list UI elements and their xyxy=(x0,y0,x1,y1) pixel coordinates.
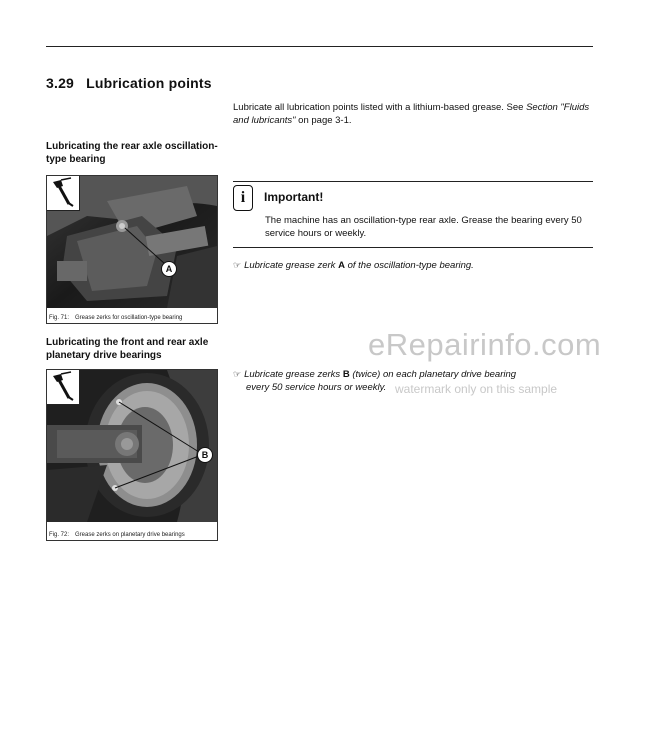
figure-72-caption xyxy=(49,532,185,538)
callout-b: B xyxy=(197,447,213,463)
heading-planetary xyxy=(46,336,208,362)
figure-72 xyxy=(46,369,218,541)
grease-gun-icon xyxy=(47,176,80,211)
instruction-a xyxy=(233,259,474,272)
important-text xyxy=(265,214,582,240)
heading-planetary-line2: planetary drive bearings xyxy=(46,350,162,361)
intro-page-ref: on page 3-1. xyxy=(295,115,352,126)
important-text-line1: The machine has an oscillation-type rear axle. Grease the bearing every 50 xyxy=(265,215,582,226)
section-number: 3.29 xyxy=(46,75,75,91)
callout-a: A xyxy=(161,261,177,277)
instruction-b-prefix: Lubricate grease zerks xyxy=(244,369,343,380)
figure-72-number: Fig. 72: xyxy=(49,532,70,538)
figure-72-caption-text: Grease zerks on planetary drive bearings xyxy=(75,532,185,538)
instruction-a-letter: A xyxy=(338,260,345,271)
important-top-rule xyxy=(233,181,593,182)
important-title: Important! xyxy=(264,190,324,204)
section-title xyxy=(46,75,212,91)
heading-rear-axle-line2: type bearing xyxy=(46,154,106,165)
grease-gun-icon xyxy=(47,370,80,405)
instruction-a-prefix: Lubricate grease zerk xyxy=(244,260,339,271)
heading-planetary-line1: Lubricating the front and rear axle xyxy=(46,337,209,348)
heading-rear-axle xyxy=(46,140,218,166)
instruction-a-suffix: of the oscillation-type bearing. xyxy=(344,260,474,271)
hand-pointer-icon: ☞ xyxy=(233,260,242,270)
important-bottom-rule xyxy=(233,247,593,248)
top-rule xyxy=(46,46,593,47)
figure-71 xyxy=(46,175,218,324)
intro-text: Lubricate all lubrication points listed with a lithium-based grease. See xyxy=(233,102,527,113)
intro-reference: Section "Fluids and lubricants" xyxy=(233,102,590,126)
intro-paragraph xyxy=(233,101,598,127)
figure-71-caption-text: Grease zerks for oscillation-type bearing xyxy=(75,315,183,321)
important-text-line2: service hours or weekly. xyxy=(265,228,367,239)
figure-71-caption xyxy=(49,315,182,321)
hand-pointer-icon: ☞ xyxy=(233,369,242,379)
figure-71-number: Fig. 71: xyxy=(49,315,70,321)
heading-rear-axle-line1: Lubricating the rear axle oscillation- xyxy=(46,141,218,152)
section-title-text: Lubrication points xyxy=(86,75,212,91)
instruction-b-line2: every 50 service hours or weekly. xyxy=(246,382,387,393)
info-icon: i xyxy=(233,185,253,211)
watermark-note: watermark only on this sample xyxy=(395,382,558,396)
watermark-site: eRepairinfo.com xyxy=(368,327,602,362)
instruction-b-letter: B xyxy=(342,369,350,380)
instruction-b-suffix: (twice) on each planetary drive bearing xyxy=(349,369,517,380)
